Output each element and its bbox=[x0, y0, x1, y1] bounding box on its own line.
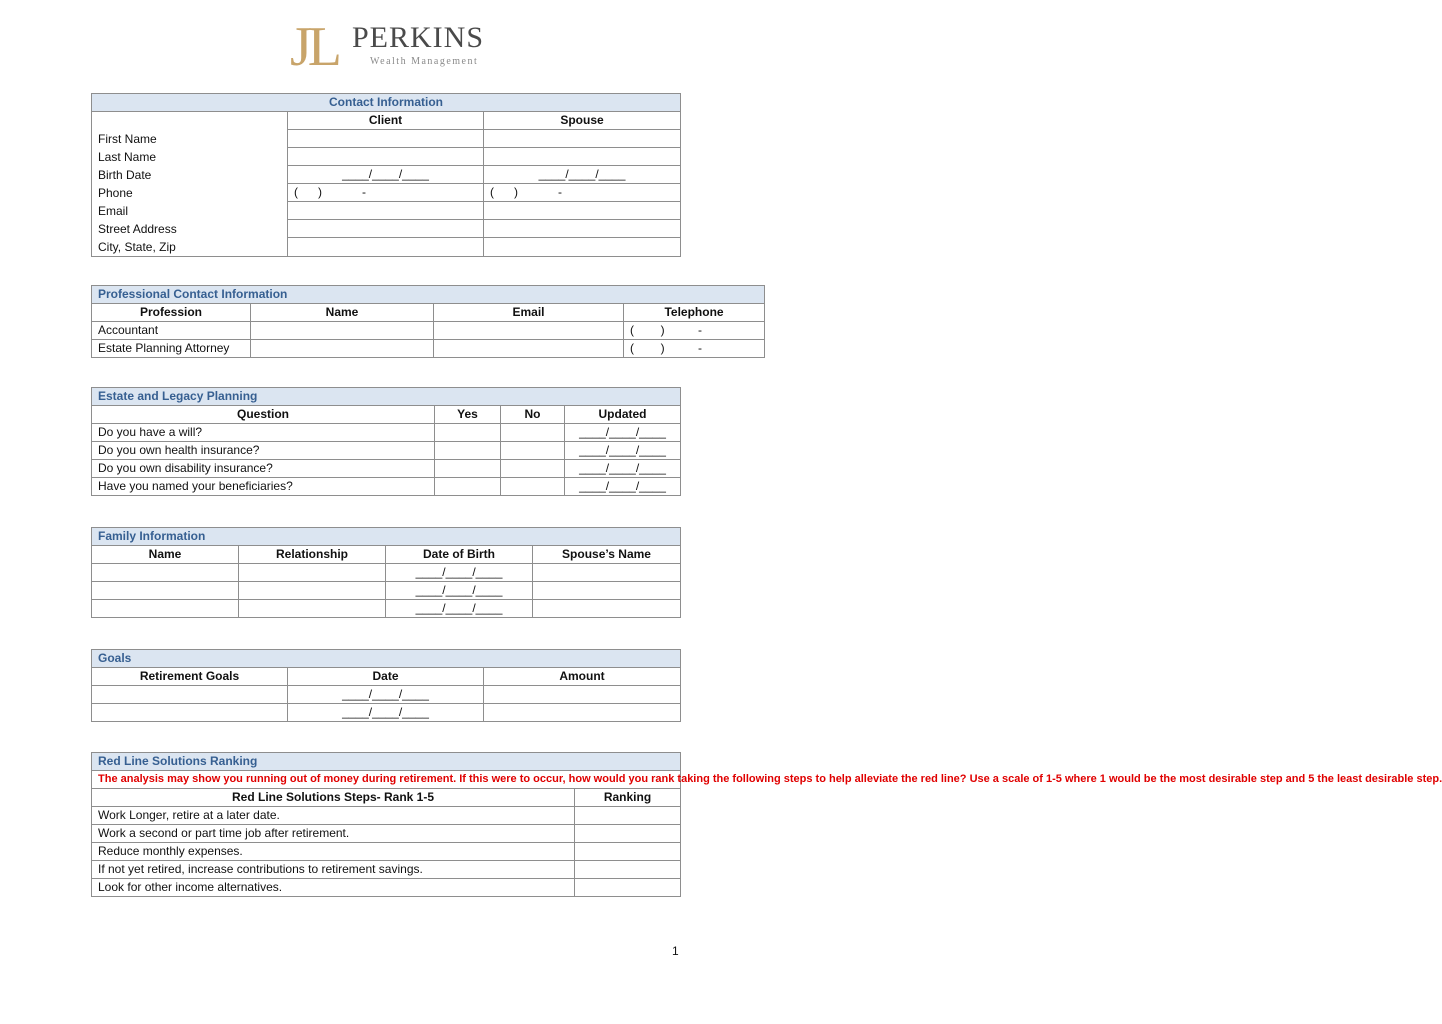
goal-date-field[interactable]: ____/____/____ bbox=[288, 686, 484, 704]
professional-contact-table bbox=[91, 285, 765, 358]
family-information-table bbox=[91, 527, 681, 618]
step-reduce-expenses: Reduce monthly expenses. bbox=[92, 843, 575, 861]
accountant-name-field[interactable] bbox=[251, 322, 434, 340]
family-section-title: Family Information bbox=[92, 528, 681, 546]
attorney-label: Estate Planning Attorney bbox=[92, 340, 251, 358]
name-header: Name bbox=[251, 304, 434, 322]
step-second-job: Work a second or part time job after retirement. bbox=[92, 825, 575, 843]
spouse-first-name-field[interactable] bbox=[484, 130, 681, 148]
spouse-city-field[interactable] bbox=[484, 238, 681, 256]
goal-date-field[interactable]: ____/____/____ bbox=[288, 704, 484, 722]
logo-initials: JL bbox=[290, 16, 338, 78]
health-updated-field[interactable]: ____/____/____ bbox=[565, 442, 681, 460]
family-name-field[interactable] bbox=[92, 600, 239, 618]
family-row bbox=[92, 564, 681, 582]
health-yes-field[interactable] bbox=[435, 442, 501, 460]
red-line-ranking-table bbox=[91, 752, 1442, 897]
attorney-phone-field[interactable]: ( ) - bbox=[624, 340, 765, 358]
telephone-header: Telephone bbox=[624, 304, 765, 322]
family-spouse-field[interactable] bbox=[533, 582, 681, 600]
family-dob-field[interactable]: ____/____/____ bbox=[386, 600, 533, 618]
family-name-header: Name bbox=[92, 546, 239, 564]
family-row bbox=[92, 600, 681, 618]
family-row bbox=[92, 582, 681, 600]
client-city-field[interactable] bbox=[288, 238, 484, 256]
goal-date-header: Date bbox=[288, 668, 484, 686]
spouse-phone-field[interactable]: ( ) - bbox=[484, 184, 681, 202]
page-number: 1 bbox=[672, 944, 679, 958]
city-state-zip-label: City, State, Zip bbox=[98, 239, 176, 254]
updated-header: Updated bbox=[565, 406, 681, 424]
red-line-section-title: Red Line Solutions Ranking bbox=[92, 753, 681, 771]
spouse-column-header: Spouse bbox=[484, 112, 681, 130]
goal-amount-field[interactable] bbox=[484, 686, 681, 704]
spouse-birth-date-field[interactable]: ____/____/____ bbox=[484, 166, 681, 184]
attorney-name-field[interactable] bbox=[251, 340, 434, 358]
no-header: No bbox=[501, 406, 565, 424]
family-spouse-field[interactable] bbox=[533, 600, 681, 618]
retirement-goals-header: Retirement Goals bbox=[92, 668, 288, 686]
birth-date-label: Birth Date bbox=[98, 167, 152, 182]
profession-header: Profession bbox=[92, 304, 251, 322]
email-label: Email bbox=[98, 203, 129, 218]
spouse-last-name-field[interactable] bbox=[484, 148, 681, 166]
beneficiaries-updated-field[interactable]: ____/____/____ bbox=[565, 478, 681, 496]
professional-section-title: Professional Contact Information bbox=[92, 286, 765, 304]
date-of-birth-header: Date of Birth bbox=[386, 546, 533, 564]
spouse-email-field[interactable] bbox=[484, 202, 681, 220]
client-phone-field[interactable]: ( ) - bbox=[288, 184, 484, 202]
accountant-phone-field[interactable]: ( ) - bbox=[624, 322, 765, 340]
client-column-header: Client bbox=[288, 112, 484, 130]
health-no-field[interactable] bbox=[501, 442, 565, 460]
question-will: Do you have a will? bbox=[92, 424, 435, 442]
first-name-label: First Name bbox=[98, 131, 157, 146]
phone-label: Phone bbox=[98, 185, 133, 200]
step-increase-contributions: If not yet retired, increase contributions to retirement savings. bbox=[92, 861, 575, 879]
will-yes-field[interactable] bbox=[435, 424, 501, 442]
beneficiaries-yes-field[interactable] bbox=[435, 478, 501, 496]
question-health-insurance: Do you own health insurance? bbox=[92, 442, 435, 460]
disability-yes-field[interactable] bbox=[435, 460, 501, 478]
rank-field[interactable] bbox=[575, 861, 681, 879]
question-header: Question bbox=[92, 406, 435, 424]
question-beneficiaries: Have you named your beneficiaries? bbox=[92, 478, 435, 496]
goal-row bbox=[92, 704, 681, 722]
family-dob-field[interactable]: ____/____/____ bbox=[386, 564, 533, 582]
logo-name: PERKINS bbox=[352, 21, 485, 54]
company-logo bbox=[290, 16, 490, 78]
goal-row bbox=[92, 686, 681, 704]
spouses-name-header: Spouse’s Name bbox=[533, 546, 681, 564]
goal-description-field[interactable] bbox=[92, 686, 288, 704]
spouse-street-field[interactable] bbox=[484, 220, 681, 238]
client-email-field[interactable] bbox=[288, 202, 484, 220]
question-disability-insurance: Do you own disability insurance? bbox=[92, 460, 435, 478]
step-work-longer: Work Longer, retire at a later date. bbox=[92, 807, 575, 825]
will-updated-field[interactable]: ____/____/____ bbox=[565, 424, 681, 442]
rank-field[interactable] bbox=[575, 807, 681, 825]
accountant-label: Accountant bbox=[92, 322, 251, 340]
family-name-field[interactable] bbox=[92, 564, 239, 582]
disability-updated-field[interactable]: ____/____/____ bbox=[565, 460, 681, 478]
client-birth-date-field[interactable]: ____/____/____ bbox=[288, 166, 484, 184]
rank-field[interactable] bbox=[575, 843, 681, 861]
attorney-email-field[interactable] bbox=[434, 340, 624, 358]
last-name-label: Last Name bbox=[98, 149, 157, 164]
family-spouse-field[interactable] bbox=[533, 564, 681, 582]
will-no-field[interactable] bbox=[501, 424, 565, 442]
step-other-income: Look for other income alternatives. bbox=[92, 879, 575, 897]
family-relationship-field[interactable] bbox=[239, 600, 386, 618]
contact-labels bbox=[92, 130, 288, 257]
relationship-header: Relationship bbox=[239, 546, 386, 564]
family-name-field[interactable] bbox=[92, 582, 239, 600]
client-street-field[interactable] bbox=[288, 220, 484, 238]
disability-no-field[interactable] bbox=[501, 460, 565, 478]
family-relationship-field[interactable] bbox=[239, 564, 386, 582]
goal-amount-field[interactable] bbox=[484, 704, 681, 722]
rank-field[interactable] bbox=[575, 879, 681, 897]
contact-section-title: Contact Information bbox=[92, 94, 681, 112]
client-first-name-field[interactable] bbox=[288, 130, 484, 148]
goals-section-title: Goals bbox=[92, 650, 681, 668]
amount-header: Amount bbox=[484, 668, 681, 686]
street-address-label: Street Address bbox=[98, 221, 177, 236]
red-line-instructions: The analysis may show you running out of money during retirement. If this were to occur, how would you rank taking the following steps to help alleviate the red line? Use a scale of 1-5 where 1 would be the most desirable step and 5 the least desirable step. bbox=[92, 771, 681, 789]
logo-tagline: Wealth Management bbox=[370, 56, 479, 67]
estate-planning-table bbox=[91, 387, 681, 496]
beneficiaries-no-field[interactable] bbox=[501, 478, 565, 496]
yes-header: Yes bbox=[435, 406, 501, 424]
client-last-name-field[interactable] bbox=[288, 148, 484, 166]
family-dob-field[interactable]: ____/____/____ bbox=[386, 582, 533, 600]
email-header: Email bbox=[434, 304, 624, 322]
estate-section-title: Estate and Legacy Planning bbox=[92, 388, 681, 406]
accountant-email-field[interactable] bbox=[434, 322, 624, 340]
rank-field[interactable] bbox=[575, 825, 681, 843]
ranking-header: Ranking bbox=[575, 789, 681, 807]
goal-description-field[interactable] bbox=[92, 704, 288, 722]
family-relationship-field[interactable] bbox=[239, 582, 386, 600]
contact-information-table bbox=[91, 93, 681, 257]
steps-header: Red Line Solutions Steps- Rank 1-5 bbox=[92, 789, 575, 807]
goals-table bbox=[91, 649, 681, 722]
